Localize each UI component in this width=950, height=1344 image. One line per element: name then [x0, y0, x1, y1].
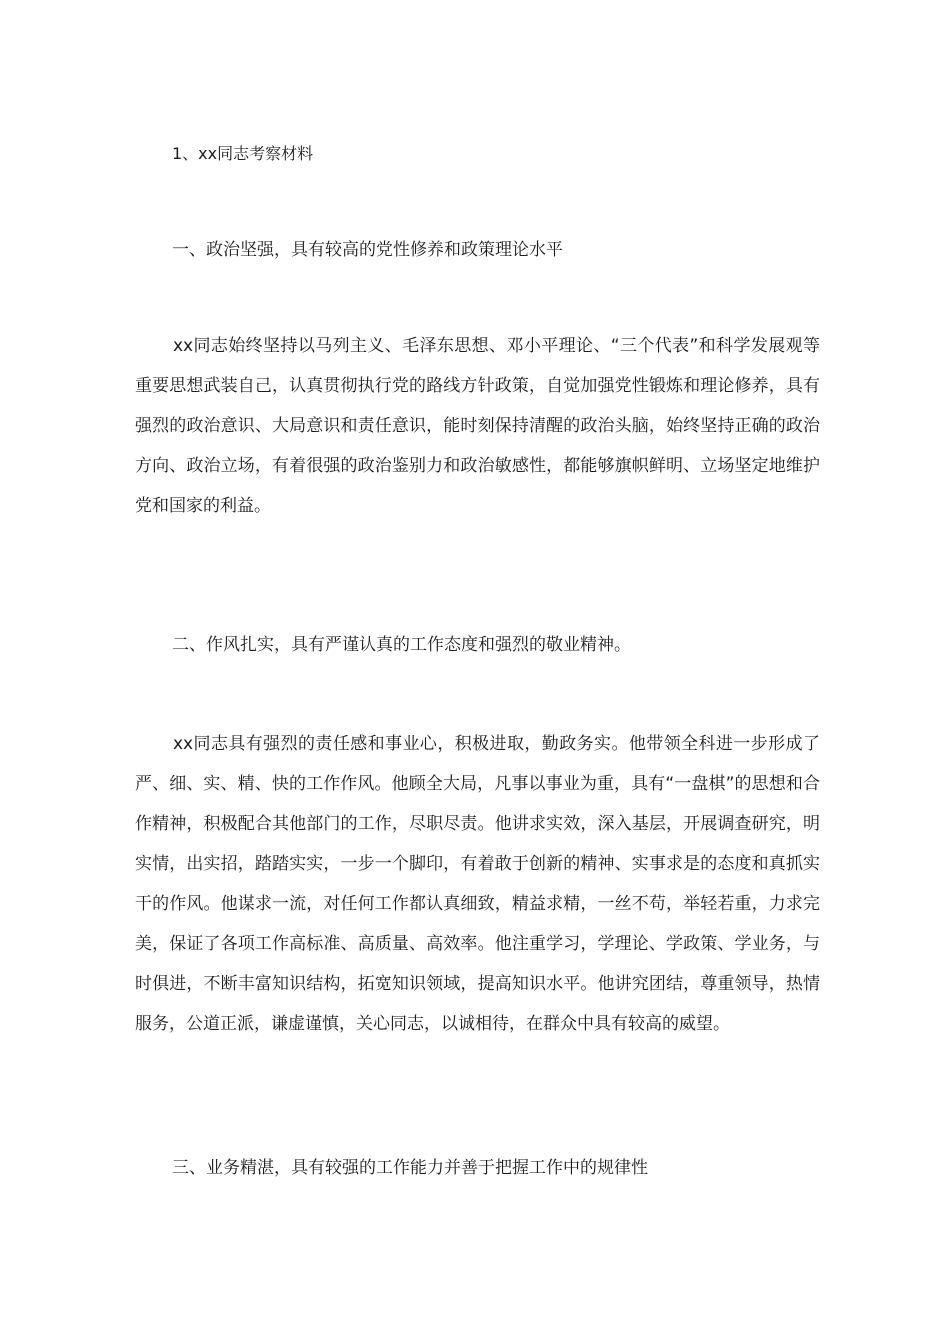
section-paragraph-2: xx同志具有强烈的责任感和事业心，积极进取，勤政务实。他带领全科进一步形成了严、细、实、精、快的工作作风。他顾全大局，凡事以事业为重，具有“一盘棋”的思想和合作精神，积极配合其他部门的工作，尽职尽责。他讲求实效，深入基层，开展调查研究，明实情，出实招，踏踏实实，一步一个脚印，有着敢于创新的精神、实事求是的态度和真抓实干的作风。他谋求一流，对任何工作都认真细致，精益求精，一丝不苟，举轻若重，力求完美，保证了各项工作高标准、高质量、高效率。他注重学习，学理论、学政策、学业务，与时俱进，不断丰富知识结构，拓宽知识领域，提高知识水平。他讲究团结，尊重领导，热情服务，公道正派，谦虚谨慎，关心同志，以诚相待，在群众中具有较高的威望。 — [135, 734, 820, 1034]
section-heading-2: 二、作风扎实，具有严谨认真的工作态度和强烈的敬业精神。 — [172, 635, 631, 655]
section-paragraph-1: xx同志始终坚持以马列主义、毛泽东思想、邓小平理论、“三个代表”和科学发展观等重要思想武装自己，认真贯彻执行党的路线方针政策，自觉加强党性锻炼和理论修养，具有强烈的政治意识、大局意识和责任意识，能时刻保持清醒的政治头脑，始终坚持正确的政治方向、政治立场，有着很强的政治鉴别力和政治敏感性，都能够旗帜鲜明、立场坚定地维护党和国家的利益。 — [135, 336, 820, 516]
section-heading-1: 一、政治坚强，具有较高的党性修养和政策理论水平 — [172, 240, 563, 260]
document-title: 1、xx同志考察材料 — [172, 144, 314, 163]
section-heading-3: 三、业务精湛，具有较强的工作能力并善于把握工作中的规律性 — [172, 1158, 648, 1178]
